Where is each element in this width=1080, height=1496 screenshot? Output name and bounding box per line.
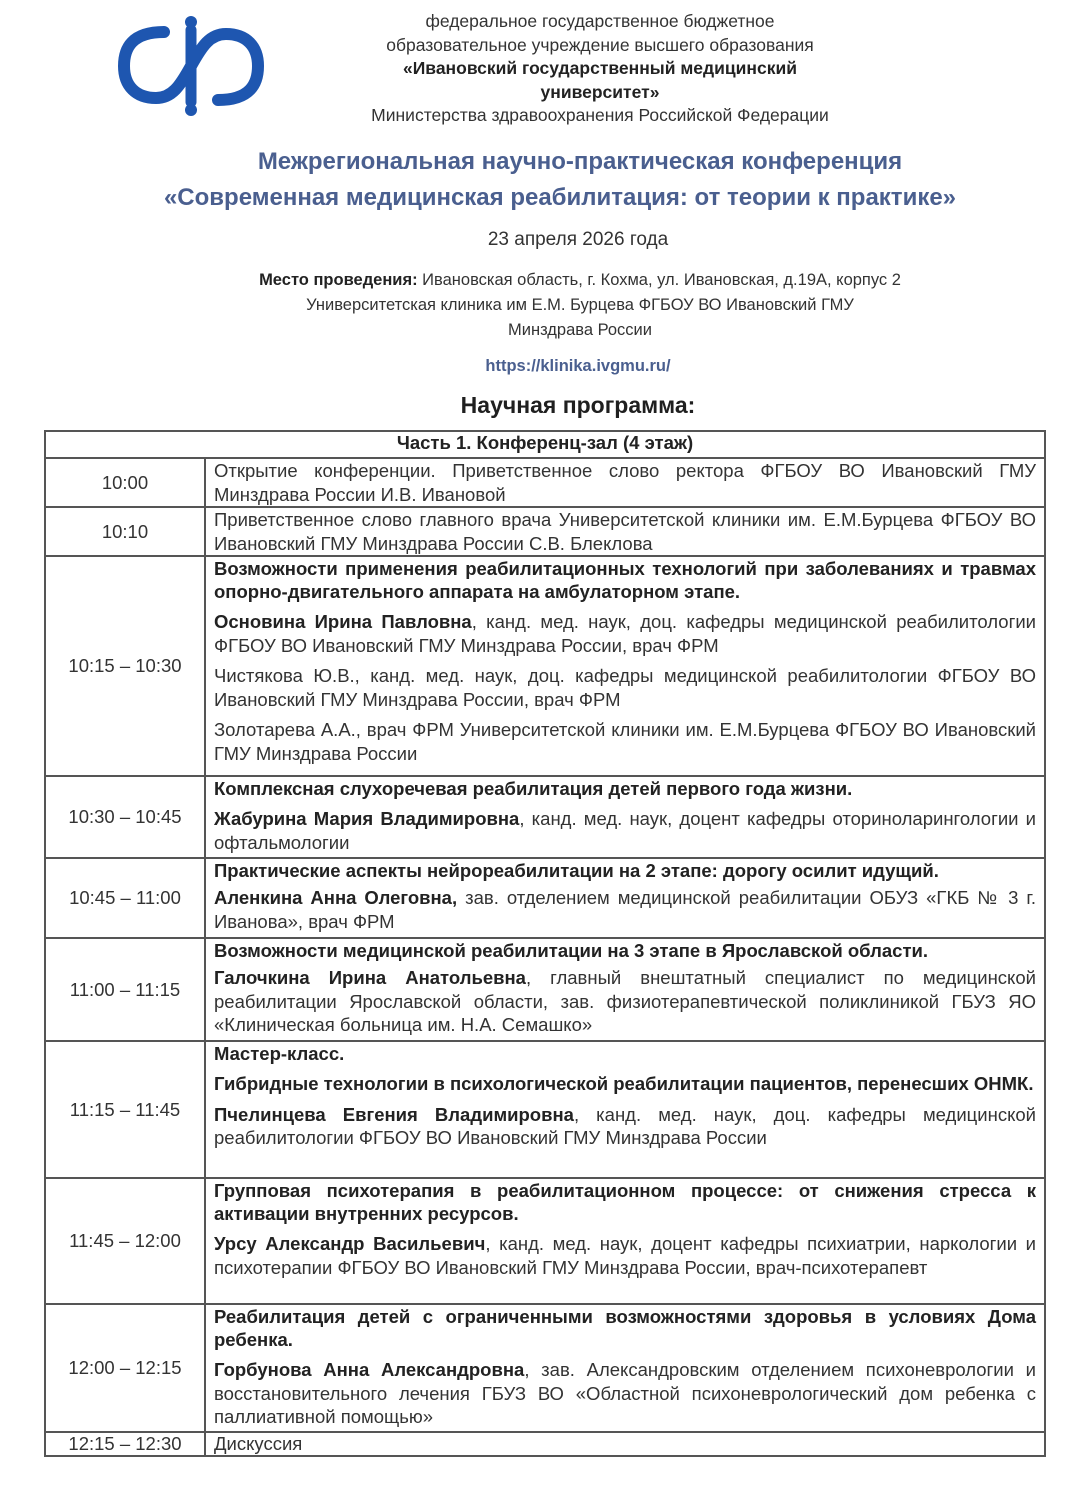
item-text: Приветственное слово главного врача Университетской клиники им. Е.М.Бурцева ФГБОУ ВО Ивановский ГМУ Минздрава России С.В. Блеклова — [214, 509, 1036, 554]
talk-title: Возможности медицинской реабилитации на 3 этапе в Ярославской области. — [214, 940, 929, 961]
conference-date: 23 апреля 2026 года — [487, 229, 669, 250]
speaker-name: Пчелинцева Евгения Владимировна — [214, 1103, 574, 1125]
speaker: Золотарева А.А., врач ФРМ Университетской клиники им. Е.М.Бурцева ФГБОУ ВО Ивановский ГМУ Минздрава России — [214, 719, 1036, 764]
item-text: Дискуссия — [214, 1433, 303, 1454]
speaker-name: Жабурина Мария Владимировна — [214, 808, 520, 829]
table-row — [45, 858, 1045, 938]
venue-label: Место проведения: — [259, 271, 418, 289]
speaker-info: зав. отделением медицинской реабилитации ОБУЗ «ГКБ № 3 г. Иванова», врач ФРМ — [214, 887, 1036, 932]
venue-clinic: Университетская клиника им Е.М. Бурцева ФГБОУ ВО Ивановский ГМУ — [306, 296, 854, 314]
time-cell: 12:00 – 12:15 — [45, 1304, 205, 1432]
table-row — [45, 458, 1045, 507]
table-row — [45, 1178, 1045, 1304]
conference-title-line1: Межрегиональная научно-практическая конференция — [257, 148, 903, 175]
time-cell: 10:45 – 11:00 — [45, 858, 205, 938]
university-logo-icon — [118, 14, 264, 118]
speaker-info: , канд. мед. наук, доцент кафедры оториноларингологии и офтальмологии — [214, 808, 1036, 853]
table-row — [45, 1304, 1045, 1432]
speaker-name: Урсу Александр Васильевич — [214, 1233, 486, 1254]
speaker — [214, 1358, 1036, 1429]
speaker — [214, 807, 1036, 854]
table-row — [45, 507, 1045, 556]
speaker — [214, 1232, 1036, 1279]
talk-title: Возможности применения реабилитационных технологий при заболеваниях и травмах опорно-двигательного аппарата на амбулаторном этапе. — [214, 558, 1036, 602]
talk-title: Комплексная слухоречевая реабилитация детей первого года жизни. — [214, 778, 853, 799]
speaker: Чистякова Ю.В., канд. мед. наук, доц. кафедры медицинской реабилитологии ФГБОУ ВО Ивановский ГМУ Минздрава России, врач ФРМ — [214, 665, 1036, 710]
time-cell: 11:15 – 11:45 — [45, 1041, 205, 1178]
time-cell: 11:00 – 11:15 — [45, 938, 205, 1041]
org-line: Министерства здравоохранения Российской Федерации — [371, 105, 829, 125]
time-cell: 10:10 — [45, 507, 205, 556]
speaker-info: , зав. Александровским отделением психоневрологии и восстановительного лечения ГБУЗ ВО «Областной психоневрологический дом ребенка с паллиативной помощью» — [214, 1359, 1037, 1427]
table-row — [45, 776, 1045, 858]
speaker-info: , канд. мед. наук, доц. кафедры медицинской реабилитологии ФГБОУ ВО Ивановский ГМУ Минздрава России, врач ФРМ — [214, 611, 1036, 656]
talk-title: Реабилитация детей с ограниченными возможностями здоровья в условиях Дома ребенка. — [214, 1306, 1036, 1350]
speaker-name: Галочкина Ирина Анатольевна — [214, 967, 526, 988]
schedule-table — [44, 430, 1046, 1457]
speaker-info: , канд. мед. наук, доц. кафедры медицинской реабилитологии ФГБОУ ВО Ивановский ГМУ Минздрава России — [214, 1103, 1036, 1148]
org-line: образовательное учреждение высшего образования — [386, 34, 814, 55]
speaker — [214, 886, 1036, 933]
speaker-info: , канд. мед. наук, доцент кафедры психиатрии, наркологии и психотерапии ФГБОУ ВО Ивановский ГМУ Минздрава России, врач-психотерапевт — [214, 1233, 1036, 1278]
speaker-name: Горбунова Анна Александровна — [214, 1359, 525, 1380]
talk-title: Гибридные технологии в психологической реабилитации пациентов, перенесших ОНМК. — [214, 1073, 1034, 1094]
speaker-name: Аленкина Анна Олеговна, — [214, 887, 458, 908]
speaker-info: , главный внештатный специалист по медицинской реабилитации Ярославской области, зав. физиотерапевтической поликлиникой ГБУЗ ЯО «Клиническая больница им. Н.А. Семашко» — [214, 967, 1036, 1035]
speaker — [214, 966, 1036, 1037]
part-title: Часть 1. Конференц-зал (4 этаж) — [45, 431, 1045, 458]
table-row — [45, 1432, 1045, 1456]
talk-title: Групповая психотерапия в реабилитационном процессе: от снижения стресса к активации внутренних ресурсов. — [214, 1180, 1036, 1224]
speaker — [214, 610, 1036, 657]
organization-name — [300, 10, 900, 128]
time-cell: 10:30 – 10:45 — [45, 776, 205, 858]
time-cell: 11:45 – 12:00 — [45, 1178, 205, 1304]
session-label: Мастер-класс. — [214, 1043, 345, 1064]
venue — [130, 268, 1030, 343]
item-text: Открытие конференции. Приветственное слово ректора ФГБОУ ВО Ивановский ГМУ Минздрава России И.В. Ивановой — [214, 460, 1036, 505]
conference-title-line2: «Современная медицинская реабилитация: от теории к практике» — [163, 184, 957, 211]
clinic-link[interactable]: https://klinika.ivgmu.ru/ — [485, 357, 671, 375]
time-cell: 10:15 – 10:30 — [45, 556, 205, 776]
table-row — [45, 556, 1045, 776]
speaker-name: Основина Ирина Павловна — [214, 611, 472, 632]
table-row — [45, 938, 1045, 1041]
org-line: федеральное государственное бюджетное — [425, 11, 775, 31]
org-line: «Ивановский государственный медицинский — [402, 58, 797, 78]
talk-title: Практические аспекты нейрореабилитации на 2 этапе: дорогу осилит идущий. — [214, 860, 939, 881]
table-row — [45, 1041, 1045, 1178]
org-line: университет» — [540, 81, 660, 102]
part-header-row — [45, 431, 1045, 458]
venue-ministry: Минздрава России — [508, 321, 652, 339]
time-cell: 10:00 — [45, 458, 205, 507]
time-cell: 12:15 – 12:30 — [45, 1432, 205, 1456]
program-title: Научная программа: — [460, 392, 696, 418]
venue-address: Ивановская область, г. Кохма, ул. Ивановская, д.19А, корпус 2 — [417, 271, 901, 289]
speaker — [214, 1103, 1036, 1150]
